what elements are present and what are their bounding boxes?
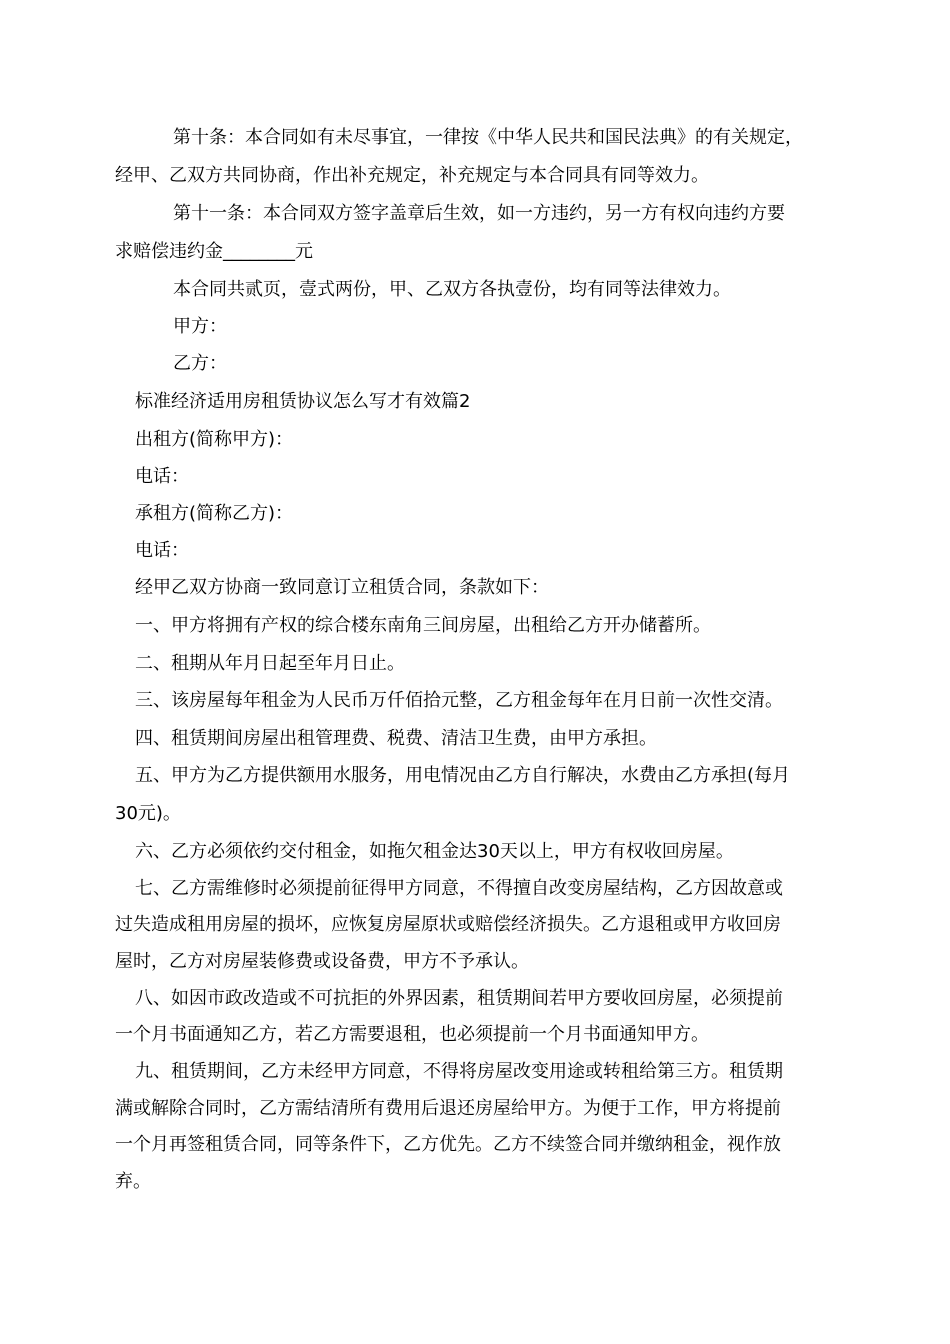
clause-11-line-2: 求赔偿违约金________元 <box>115 241 313 262</box>
lessee-phone-field: 电话： <box>135 540 189 561</box>
article-1: 一、甲方将拥有产权的综合楼东南角三间房屋，出租给乙方开办储蓄所。 <box>135 615 711 636</box>
article-7-line-2: 过失造成租用房屋的损坏，应恢复房屋原状或赔偿经济损失。乙方退租或甲方收回房 <box>115 914 781 935</box>
party-a-signature: 甲方： <box>173 316 227 337</box>
section-title: 标准经济适用房租赁协议怎么写才有效篇2 <box>135 391 471 412</box>
article-9-line-1: 九、租赁期间，乙方未经甲方同意，不得将房屋改变用途或转租给第三方。租赁期 <box>135 1061 783 1082</box>
article-9-line-2: 满或解除合同时，乙方需结清所有费用后退还房屋给甲方。为便于工作，甲方将提前 <box>115 1098 781 1119</box>
party-b-signature: 乙方： <box>173 353 227 374</box>
article-7-line-3: 屋时，乙方对房屋装修费或设备费，甲方不予承认。 <box>115 951 529 972</box>
article-8-line-1: 八、如因市政改造或不可抗拒的外界因素，租赁期间若甲方要收回房屋，必须提前 <box>135 988 783 1009</box>
clause-11-line-1: 第十一条：本合同双方签字盖章后生效，如一方违约，另一方有权向违约方要 <box>173 203 785 224</box>
article-6: 六、乙方必须依约交付租金，如拖欠租金达30天以上，甲方有权收回房屋。 <box>135 841 734 862</box>
article-9-line-4: 弃。 <box>115 1171 151 1192</box>
article-5-line-2: 30元)。 <box>115 803 181 824</box>
lessee-field: 承租方(简称乙方)： <box>135 503 294 524</box>
article-8-line-2: 一个月书面通知乙方，若乙方需要退租，也必须提前一个月书面通知甲方。 <box>115 1024 709 1045</box>
article-4: 四、租赁期间房屋出租管理费、税费、清洁卫生费，由甲方承担。 <box>135 728 657 749</box>
clause-10-line-1: 第十条：本合同如有未尽事宜，一律按《中华人民共和国民法典》的有关规定， <box>173 127 803 148</box>
intro-paragraph: 经甲乙双方协商一致同意订立租赁合同，条款如下： <box>135 577 549 598</box>
article-9-line-3: 一个月再签租赁合同，同等条件下，乙方优先。乙方不续签合同并缴纳租金，视作放 <box>115 1134 781 1155</box>
article-2: 二、租期从年月日起至年月日止。 <box>135 653 405 674</box>
article-5-line-1: 五、甲方为乙方提供额用水服务，用电情况由乙方自行解决，水费由乙方承担(每月 <box>135 765 791 786</box>
article-3: 三、该房屋每年租金为人民币万仟佰拾元整，乙方租金每年在月日前一次性交清。 <box>135 690 783 711</box>
article-7-line-1: 七、乙方需维修时必须提前征得甲方同意，不得擅自改变房屋结构，乙方因故意或 <box>135 878 783 899</box>
copies-statement: 本合同共贰页，壹式两份，甲、乙双方各执壹份，均有同等法律效力。 <box>173 279 731 300</box>
lessor-field: 出租方(简称甲方)： <box>135 429 294 450</box>
lessor-phone-field: 电话： <box>135 466 189 487</box>
clause-10-line-2: 经甲、乙双方共同协商，作出补充规定，补充规定与本合同具有同等效力。 <box>115 165 709 186</box>
